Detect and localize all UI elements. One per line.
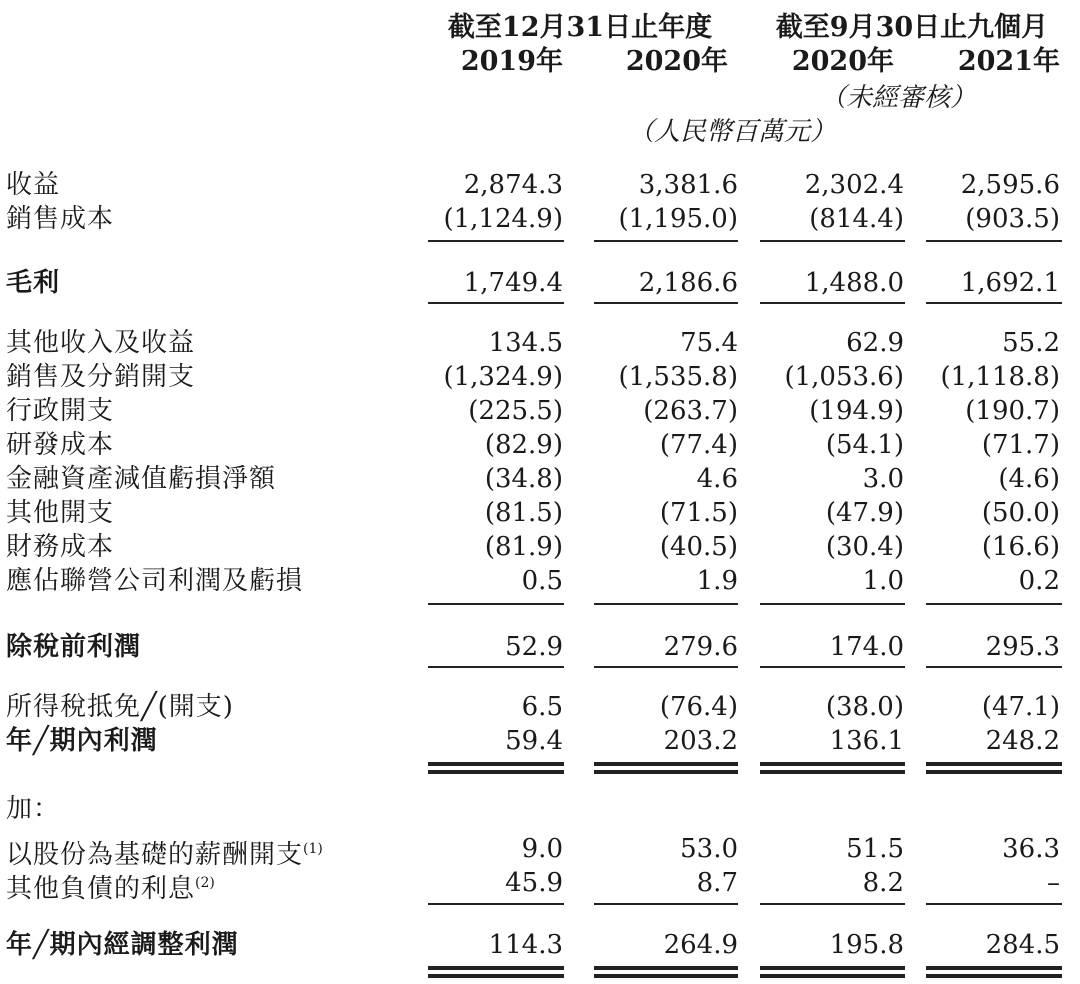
subtotal-rule (428, 240, 564, 242)
subtotal-rule (760, 302, 905, 304)
cell-value: 9.0 (521, 834, 563, 864)
table-row-rd-costs (0, 428, 1080, 462)
table-row-other-income (0, 326, 1080, 360)
cell-value: 1.0 (862, 566, 904, 596)
cell-value: (1,124.9) (443, 204, 563, 234)
cell-value: (71.5) (659, 498, 738, 528)
cell-value: 1,692.1 (960, 268, 1060, 298)
cell-value: 3.0 (862, 464, 904, 494)
cell-value: (47.9) (825, 498, 904, 528)
table-row-impairment (0, 462, 1080, 496)
header-year-2019: 2019年 (460, 46, 563, 77)
total-double-rule (428, 762, 564, 774)
cell-value: (1,053.6) (784, 362, 904, 392)
table-row-revenue (0, 168, 1080, 202)
subtotal-rule (760, 903, 905, 905)
row-label (6, 866, 215, 906)
footnote-marker: (1) (303, 841, 323, 857)
unaudited-note: （未經審核） (820, 83, 977, 113)
header-group-nine-months: 截至9月30日止九個月 (775, 12, 1049, 43)
total-double-rule (760, 966, 905, 978)
footnote-marker: (2) (195, 875, 215, 891)
cell-value: (903.5) (965, 204, 1060, 234)
row-label: 行政開支 (6, 396, 115, 426)
subtotal-rule (594, 603, 738, 605)
table-row-adjusted-profit (0, 928, 1080, 962)
subtotal-rule (926, 302, 1062, 304)
table-row-interest-other-liabilities (0, 866, 1080, 904)
total-double-rule (594, 966, 738, 978)
table-row-profit-for-period (0, 724, 1080, 758)
cell-value: 2,302.4 (804, 170, 904, 200)
cell-value: 295.3 (985, 632, 1060, 662)
subtotal-rule (428, 603, 564, 605)
header-group-annual: 截至12月31日止年度 (447, 12, 713, 43)
cell-value: (82.9) (484, 430, 563, 460)
row-label: 財務成本 (6, 532, 115, 562)
cell-value: 203.2 (663, 726, 738, 756)
cell-value: 8.2 (862, 868, 904, 898)
cell-value: 0.2 (1018, 566, 1060, 596)
row-label: 研發成本 (6, 430, 115, 460)
subtotal-rule (594, 666, 738, 668)
row-label: 其他收入及收益 (6, 328, 196, 358)
cell-value: (1,195.0) (618, 204, 738, 234)
cell-value: – (1047, 868, 1060, 898)
subtotal-rule (926, 666, 1062, 668)
cell-value: (34.8) (484, 464, 563, 494)
table-row-selling-expenses (0, 360, 1080, 394)
cell-value: (190.7) (965, 396, 1060, 426)
subtotal-rule (594, 240, 738, 242)
cell-value: 51.5 (846, 834, 904, 864)
cell-value: (76.4) (659, 692, 738, 722)
cell-value: 8.7 (696, 868, 738, 898)
cell-value: 59.4 (505, 726, 563, 756)
table-row-associates (0, 564, 1080, 598)
cell-value: 134.5 (488, 328, 563, 358)
cell-value: (814.4) (809, 204, 904, 234)
cell-value: 55.2 (1002, 328, 1060, 358)
row-label: 加： (6, 794, 61, 824)
subtotal-rule (760, 603, 905, 605)
row-label: 銷售成本 (6, 204, 115, 234)
subtotal-rule (428, 302, 564, 304)
cell-value: (4.6) (998, 464, 1060, 494)
cell-value: 174.0 (829, 632, 904, 662)
row-label: 年╱期內經調整利潤 (6, 930, 239, 960)
cell-value: 53.0 (680, 834, 738, 864)
subtotal-rule (428, 903, 564, 905)
row-label-text: 以股份為基礎的薪酬開支 (6, 840, 304, 870)
row-label: 其他開支 (6, 498, 115, 528)
cell-value: (263.7) (643, 396, 738, 426)
cell-value: 248.2 (985, 726, 1060, 756)
cell-value: 195.8 (829, 930, 904, 960)
cell-value: (194.9) (809, 396, 904, 426)
table-row-cost-of-sales (0, 202, 1080, 236)
cell-value: (47.1) (981, 692, 1060, 722)
cell-value: 136.1 (829, 726, 904, 756)
cell-value: 6.5 (521, 692, 563, 722)
row-label: 毛利 (6, 268, 61, 298)
cell-value: (54.1) (825, 430, 904, 460)
row-label: 除稅前利潤 (6, 632, 142, 662)
cell-value: 114.3 (488, 930, 563, 960)
cell-value: 284.5 (985, 930, 1060, 960)
header-year-2020-9m: 2020年 (791, 46, 894, 77)
subtotal-rule (760, 240, 905, 242)
table-row-share-based-comp (0, 832, 1080, 870)
total-double-rule (926, 966, 1062, 978)
cell-value: 279.6 (663, 632, 738, 662)
cell-value: (30.4) (825, 532, 904, 562)
cell-value: (81.5) (484, 498, 563, 528)
header-year-2021-9m: 2021年 (957, 46, 1060, 77)
cell-value: (1,118.8) (940, 362, 1060, 392)
row-label: 所得稅抵免╱(開支) (6, 692, 234, 722)
cell-value: 3,381.6 (638, 170, 738, 200)
cell-value: 36.3 (1002, 834, 1060, 864)
subtotal-rule (594, 302, 738, 304)
table-row-income-tax (0, 690, 1080, 724)
cell-value: 2,874.3 (463, 170, 563, 200)
total-double-rule (926, 762, 1062, 774)
header-year-2020: 2020年 (625, 46, 728, 77)
table-row-add-heading (0, 792, 1080, 826)
table-row-gross-profit (0, 266, 1080, 300)
cell-value: 2,595.6 (960, 170, 1060, 200)
row-label: 收益 (6, 170, 61, 200)
table-row-admin-expenses (0, 394, 1080, 428)
total-double-rule (428, 966, 564, 978)
cell-value: 1.9 (696, 566, 738, 596)
subtotal-rule (926, 903, 1062, 905)
subtotal-rule (594, 903, 738, 905)
cell-value: 2,186.6 (638, 268, 738, 298)
cell-value: (225.5) (468, 396, 563, 426)
subtotal-rule (926, 603, 1062, 605)
cell-value: (38.0) (825, 692, 904, 722)
row-label: 銷售及分銷開支 (6, 362, 196, 392)
cell-value: (16.6) (981, 532, 1060, 562)
cell-value: (81.9) (484, 532, 563, 562)
cell-value: (1,324.9) (443, 362, 563, 392)
table-row-profit-before-tax (0, 630, 1080, 664)
cell-value: 75.4 (680, 328, 738, 358)
cell-value: 1,488.0 (804, 268, 904, 298)
cell-value: 52.9 (505, 632, 563, 662)
total-double-rule (594, 762, 738, 774)
cell-value: (71.7) (981, 430, 1060, 460)
cell-value: (50.0) (981, 498, 1060, 528)
currency-note: （人民幣百萬元） (628, 117, 837, 147)
cell-value: 0.5 (521, 566, 563, 596)
cell-value: (77.4) (659, 430, 738, 460)
row-label: 年╱期內利潤 (6, 726, 158, 756)
cell-value: 4.6 (696, 464, 738, 494)
row-label: 金融資產減值虧損淨額 (6, 464, 277, 494)
cell-value: (40.5) (659, 532, 738, 562)
row-label-text: 其他負債的利息 (6, 874, 196, 904)
cell-value: 1,749.4 (463, 268, 563, 298)
table-row-other-expenses (0, 496, 1080, 530)
table-row-finance-costs (0, 530, 1080, 564)
total-double-rule (760, 762, 905, 774)
subtotal-rule (760, 666, 905, 668)
row-label: 應佔聯營公司利潤及虧損 (6, 566, 304, 596)
subtotal-rule (428, 666, 564, 668)
cell-value: 264.9 (663, 930, 738, 960)
cell-value: (1,535.8) (618, 362, 738, 392)
subtotal-rule (926, 240, 1062, 242)
cell-value: 62.9 (846, 328, 904, 358)
cell-value: 45.9 (505, 868, 563, 898)
